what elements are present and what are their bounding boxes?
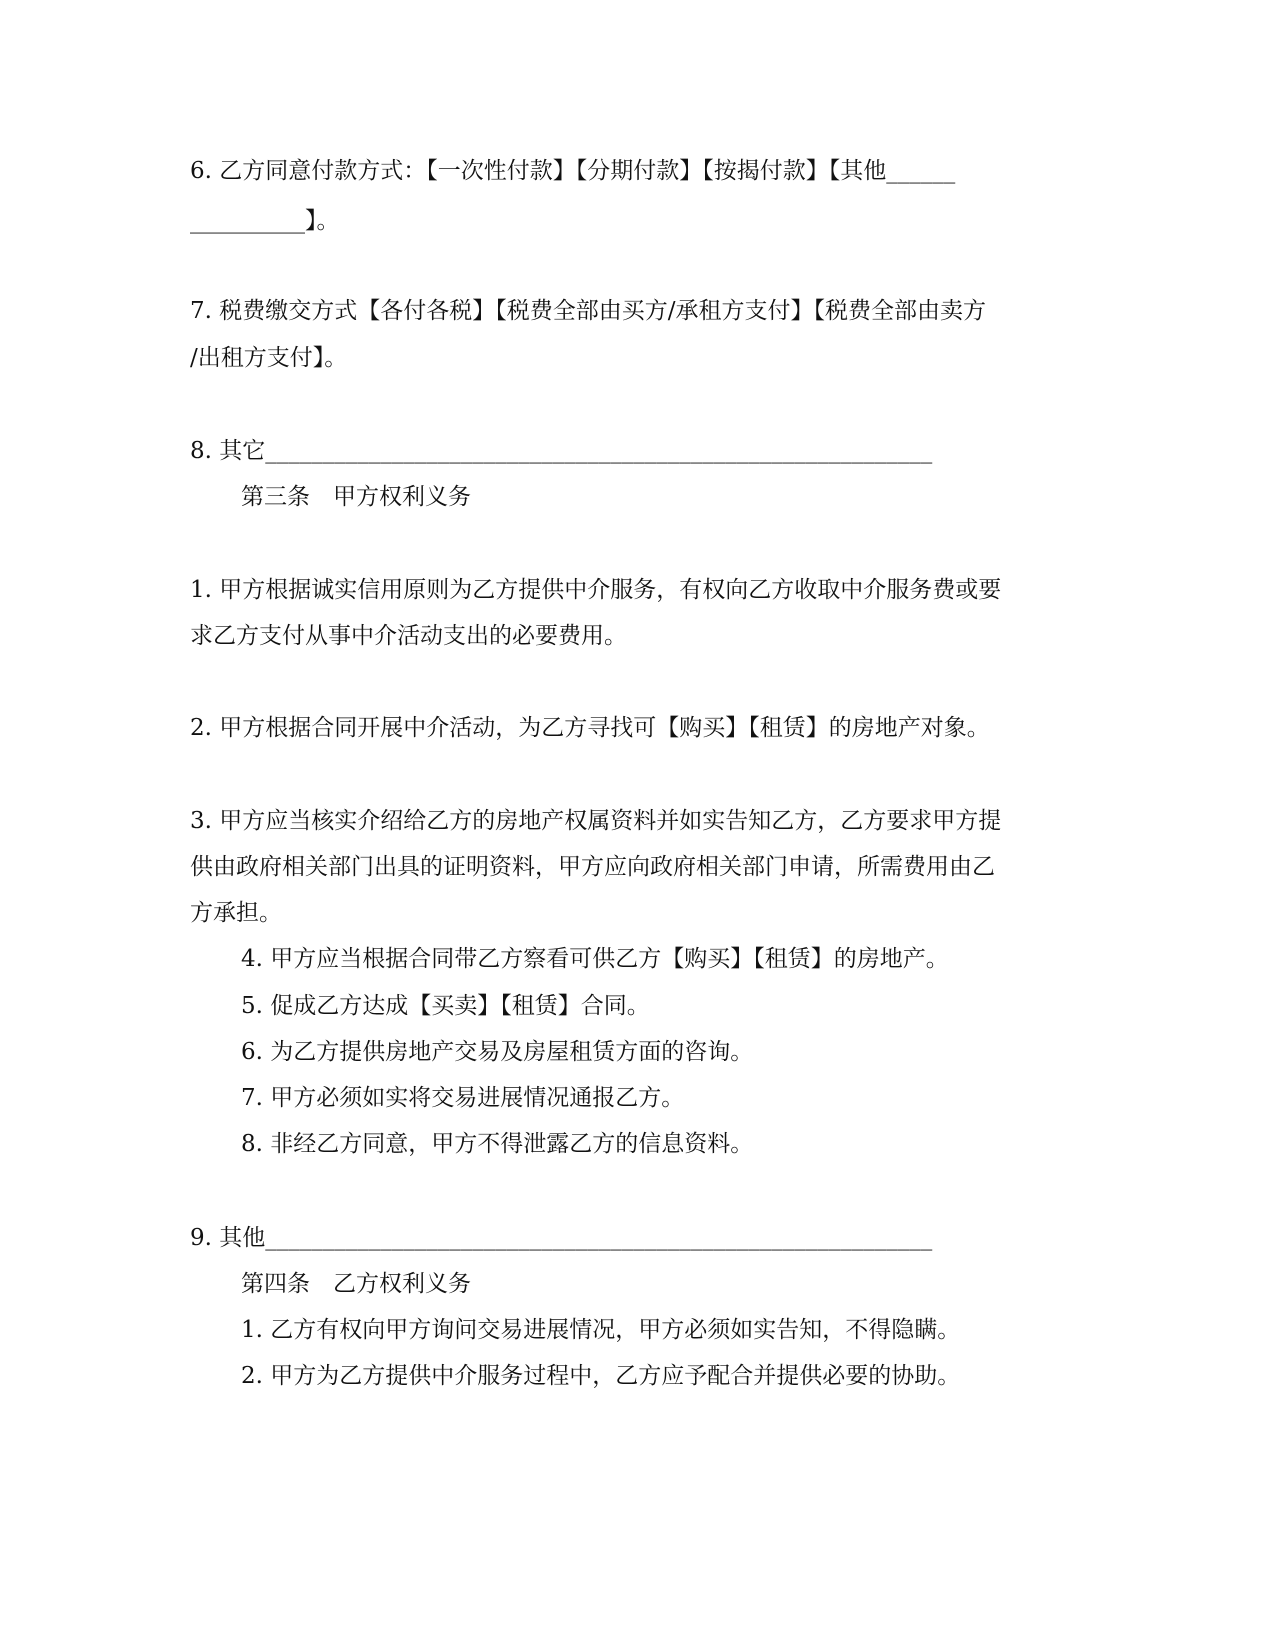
clause-4-1: 1. 乙方有权向甲方询问交易进展情况，甲方必须如实告知，不得隐瞒。 [241, 1317, 961, 1343]
article-4-heading: 第四条 乙方权利义务 [241, 1271, 471, 1297]
clause-3-5: 5. 促成乙方达成【买卖】【租赁】合同。 [241, 993, 650, 1019]
clause-3-7: 7. 甲方必须如实将交易进展情况通报乙方。 [241, 1085, 685, 1111]
clause-2-6-line-2: __________】。 [190, 208, 340, 234]
clause-3-3-line-1: 3. 甲方应当核实介绍给乙方的房地产权属资料并如实告知乙方，乙方要求甲方提 [190, 808, 1002, 834]
clause-3-3-line-3: 方承担。 [190, 900, 282, 926]
clause-3-3-line-2: 供由政府相关部门出具的证明资料，甲方应向政府相关部门申请，所需费用由乙 [190, 854, 995, 880]
clause-3-9: 9. 其他__________________________________________________________ [190, 1225, 933, 1251]
clause-3-1-line-2: 求乙方支付从事中介活动支出的必要费用。 [190, 623, 627, 649]
clause-2-6-line-1: 6. 乙方同意付款方式：【一次性付款】【分期付款】【按揭付款】【其他______ [190, 158, 956, 184]
clause-3-1-line-1: 1. 甲方根据诚实信用原则为乙方提供中介服务，有权向乙方收取中介服务费或要 [190, 577, 1002, 603]
clause-3-6: 6. 为乙方提供房地产交易及房屋租赁方面的咨询。 [241, 1039, 754, 1065]
article-3-heading: 第三条 甲方权利义务 [241, 484, 471, 510]
clause-3-2: 2. 甲方根据合同开展中介活动，为乙方寻找可【购买】【租赁】的房地产对象。 [190, 715, 990, 741]
clause-4-2: 2. 甲方为乙方提供中介服务过程中，乙方应予配合并提供必要的协助。 [241, 1363, 961, 1389]
clause-3-4: 4. 甲方应当根据合同带乙方察看可供乙方【购买】【租赁】的房地产。 [241, 946, 949, 972]
clause-2-7-line-2: /出租方支付】。 [190, 345, 348, 371]
clause-3-8: 8. 非经乙方同意，甲方不得泄露乙方的信息资料。 [241, 1131, 754, 1157]
clause-2-7-line-1: 7. 税费缴交方式【各付各税】【税费全部由买方/承租方支付】【税费全部由卖方 [190, 298, 987, 324]
clause-2-8: 8. 其它__________________________________________________________ [190, 438, 933, 464]
